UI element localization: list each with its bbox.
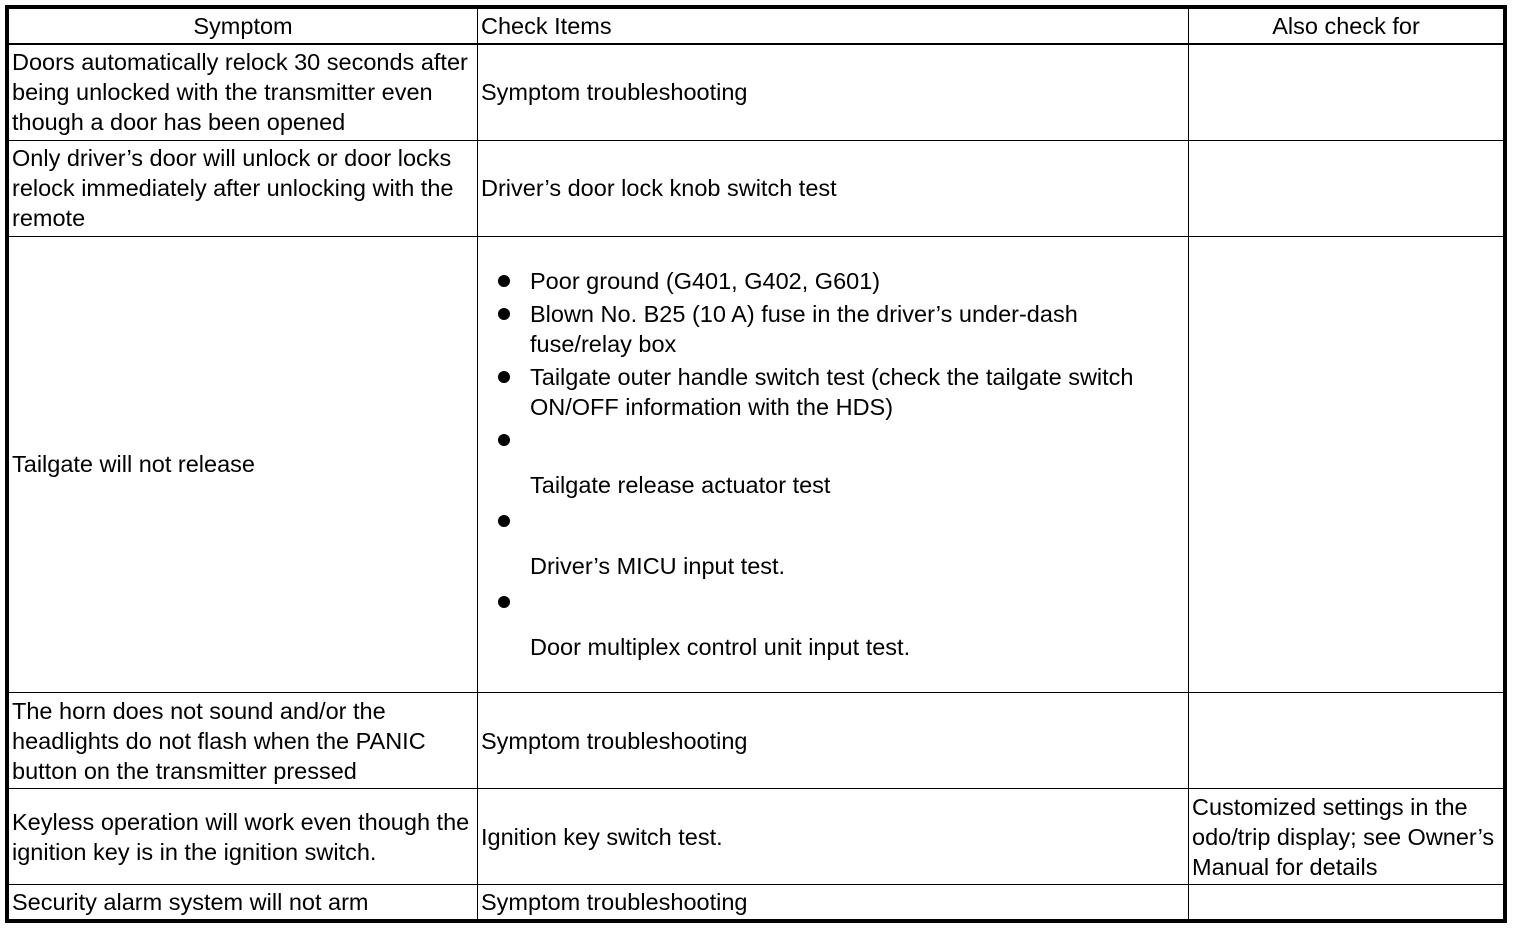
check-list-item-text: Door multiplex control unit input test. bbox=[530, 634, 911, 661]
table-header-row bbox=[9, 9, 1504, 45]
also-check-cell bbox=[1189, 140, 1504, 236]
symptom-cell: The horn does not sound and/or the headlights do not flash when the PANIC button on the transmitter pressed bbox=[9, 693, 478, 789]
symptom-cell: Tailgate will not release bbox=[9, 236, 478, 693]
bullet-icon bbox=[498, 308, 510, 320]
also-check-cell bbox=[1189, 44, 1504, 140]
check-items-cell: Driver’s door lock knob switch test bbox=[478, 140, 1189, 236]
check-list-item-text: Tailgate outer handle switch test (check the tailgate switch ON/OFF information with the HDS) bbox=[530, 364, 1134, 421]
table-row bbox=[9, 236, 1504, 693]
check-list-item-text: Blown No. B25 (10 A) fuse in the driver’s under-dash fuse/relay box bbox=[530, 301, 1078, 358]
bullet-icon bbox=[498, 275, 510, 287]
also-check-cell bbox=[1189, 693, 1504, 789]
header-check-items: Check Items bbox=[478, 9, 1189, 45]
check-items-cell: Symptom troubleshooting bbox=[478, 44, 1189, 140]
check-items-cell: Symptom troubleshooting bbox=[478, 885, 1189, 920]
troubleshooting-table bbox=[8, 8, 1504, 920]
also-check-cell bbox=[1189, 236, 1504, 693]
table-row bbox=[9, 885, 1504, 920]
bullet-icon bbox=[498, 371, 510, 383]
table-row bbox=[9, 44, 1504, 140]
bullet-icon bbox=[498, 515, 510, 527]
check-list-item-text: Tailgate release actuator test bbox=[530, 472, 831, 499]
also-check-cell: Customized settings in the odo/trip display; see Owner’s Manual for details bbox=[1189, 789, 1504, 885]
troubleshooting-table-frame bbox=[5, 5, 1507, 923]
check-list-item bbox=[481, 506, 1185, 581]
table-row bbox=[9, 693, 1504, 789]
also-check-cell bbox=[1189, 885, 1504, 920]
check-items-cell: Ignition key switch test. bbox=[478, 789, 1189, 885]
check-list-item bbox=[481, 266, 1185, 296]
check-items-cell bbox=[478, 236, 1189, 693]
header-also-check-for: Also check for bbox=[1189, 9, 1504, 45]
bullet-icon bbox=[498, 434, 510, 446]
table-row bbox=[9, 140, 1504, 236]
check-list-item bbox=[481, 425, 1185, 500]
symptom-cell: Security alarm system will not arm bbox=[9, 885, 478, 920]
check-list-item-text: Driver’s MICU input test. bbox=[530, 553, 786, 580]
check-items-cell: Symptom troubleshooting bbox=[478, 693, 1189, 789]
symptom-cell: Only driver’s door will unlock or door locks relock immediately after unlocking with the remote bbox=[9, 140, 478, 236]
symptom-cell: Keyless operation will work even though the ignition key is in the ignition switch. bbox=[9, 789, 478, 885]
table-row bbox=[9, 789, 1504, 885]
check-list-item bbox=[481, 587, 1185, 662]
symptom-cell: Doors automatically relock 30 seconds after being unlocked with the transmitter even though a door has been opened bbox=[9, 44, 478, 140]
check-list-item-text: Poor ground (G401, G402, G601) bbox=[530, 268, 881, 295]
check-items-list bbox=[481, 266, 1185, 662]
check-list-item bbox=[481, 362, 1185, 422]
check-list-item bbox=[481, 299, 1185, 359]
header-symptom: Symptom bbox=[9, 9, 478, 45]
bullet-icon bbox=[498, 596, 510, 608]
